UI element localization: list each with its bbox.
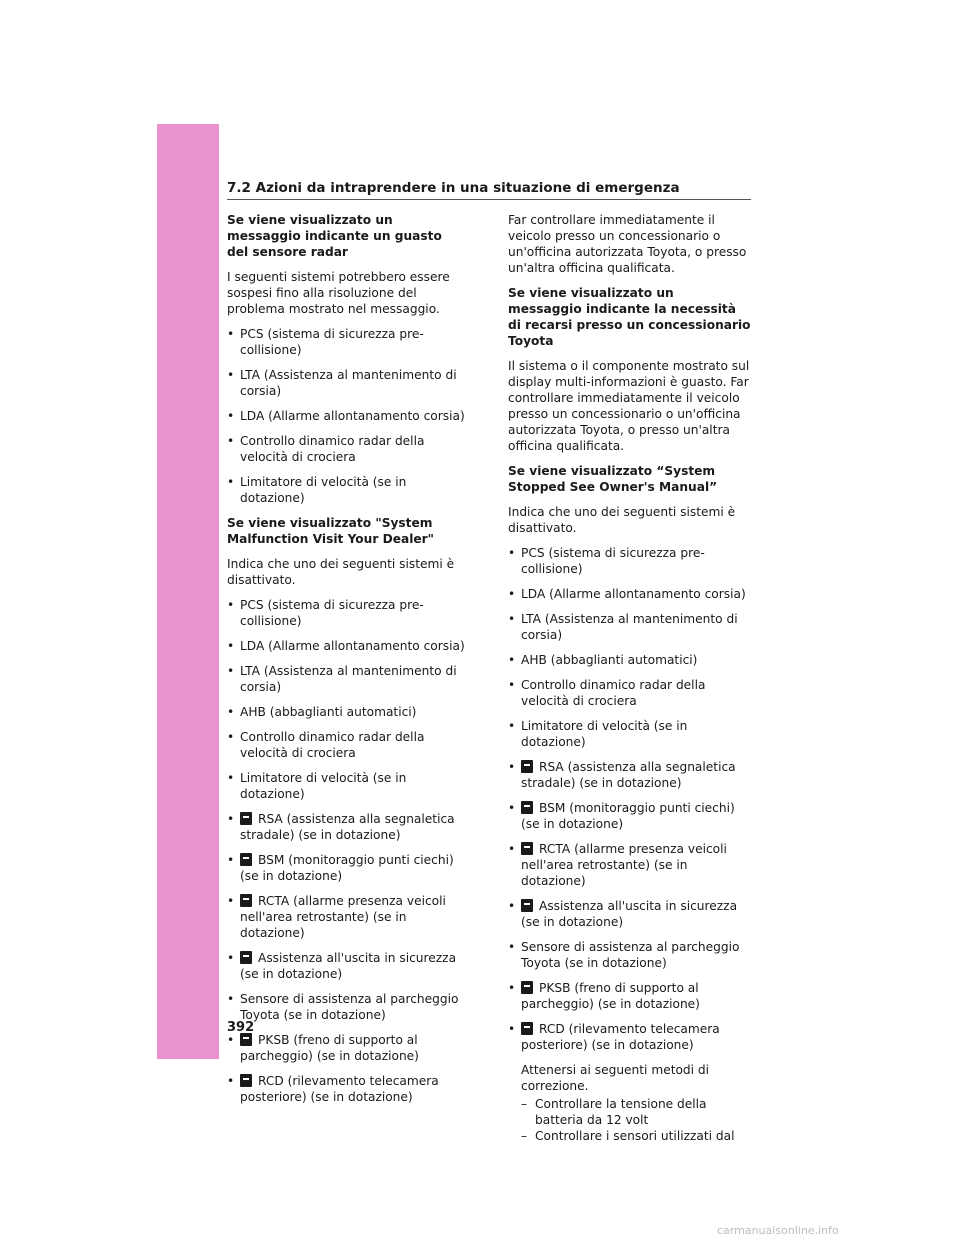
list-item: • BSM (monitoraggio punti ciechi) (se in dotazione) [508,801,735,831]
list-item: • Assistenza all'uscita in sicurezza (se in dotazione) [508,899,738,929]
list-item: • LTA (Assistenza al mantenimento di corsia) [227,664,457,694]
list-item: • RCD (rilevamento telecamera posteriore) (se in dotazione) [227,1074,439,1104]
system-indicator-icon [521,842,533,855]
list-item: • AHB (abbaglianti automatici) [227,705,417,719]
list-item: • PCS (sistema di sicurezza pre-collisione) [227,598,424,628]
list-item: • RCD (rilevamento telecamera posteriore) (se in dotazione) [508,1022,720,1052]
list-item: • Assistenza all'uscita in sicurezza (se in dotazione) [227,951,457,981]
system-indicator-icon [240,1074,252,1087]
list-item: • Limitatore di velocità (se in dotazione) [227,475,407,505]
right-column [508,212,751,1144]
list-item: • RCTA (allarme presenza veicoli nell'area retrostante) (se in dotazione) [508,842,727,888]
list-item: • LTA (Assistenza al mantenimento di corsia) [508,612,738,642]
dash-item: – Controllare i sensori utilizzati dal [521,1129,735,1143]
paragraph: Far controllare immediatamente il veicolo presso un concessionario o un'officina autorizzata Toyota, o presso un'altra officina qualificata. [508,213,747,275]
bullet-list [227,326,467,506]
list-item: • Sensore di assistenza al parcheggio Toyota (se in dotazione) [227,992,459,1022]
list-item: • Controllo dinamico radar della velocità di crociera [227,730,425,760]
system-indicator-icon [521,801,533,814]
system-indicator-icon [240,951,252,964]
list-item: • Controllo dinamico radar della velocità di crociera [508,678,706,708]
list-item: • PCS (sistema di sicurezza pre-collisione) [227,327,424,357]
correction-intro: Attenersi ai seguenti metodi di correzione. [521,1063,710,1093]
paragraph: I seguenti sistemi potrebbero essere sospesi fino alla risoluzione del problema mostrato nel messaggio. [227,270,450,316]
paragraph: Il sistema o il componente mostrato sul display multi-informazioni è guasto. Far controllare immediatamente il veicolo presso un concessionario o un'officina autorizzata Toyota, o presso un'altra officina qualificata. [508,359,750,453]
list-item: • BSM (monitoraggio punti ciechi) (se in dotazione) [227,853,454,883]
list-item: • Limitatore di velocità (se in dotazione) [227,771,407,801]
bullet-list-icons [508,759,751,930]
list-item: • PKSB (freno di supporto al parcheggio) (se in dotazione) [227,1033,419,1063]
heading-radar-fault: Se viene visualizzato un messaggio indicante un guasto del sensore radar [227,213,442,259]
system-indicator-icon [240,894,252,907]
bullet-list-icons [508,980,751,1053]
list-item: • LDA (Allarme allontanamento corsia) [227,639,465,653]
list-item: • Limitatore di velocità (se in dotazione) [508,719,688,749]
list-item: • Sensore di assistenza al parcheggio Toyota (se in dotazione) [508,940,740,970]
system-indicator-icon [240,812,252,825]
bullet-list-icons [227,1032,467,1105]
list-item: • RSA (assistenza alla segnaletica stradale) (se in dotazione) [227,812,455,842]
system-indicator-icon [521,899,533,912]
list-item: • LDA (Allarme allontanamento corsia) [227,409,465,423]
watermark: carmanualsonline.info [717,1224,839,1237]
section-color-bar [157,124,219,1059]
heading-visit-dealer: Se viene visualizzato un messaggio indicante la necessità di recarsi presso un concessionario Toyota [508,286,751,348]
page-number: 392 [227,1020,255,1035]
left-column [227,212,467,1114]
list-item: • RCTA (allarme presenza veicoli nell'area retrostante) (se in dotazione) [227,894,446,940]
paragraph: Indica che uno dei seguenti sistemi è disattivato. [227,557,455,587]
system-indicator-icon [521,981,533,994]
bullet-list [227,597,467,802]
list-item: • PKSB (freno di supporto al parcheggio) (se in dotazione) [508,981,700,1011]
heading-system-stopped: Se viene visualizzato “System Stopped See Owner's Manual” [508,464,718,494]
system-indicator-icon [240,853,252,866]
list-item: • LDA (Allarme allontanamento corsia) [508,587,746,601]
paragraph: Indica che uno dei seguenti sistemi è disattivato. [508,505,736,535]
list-item: • RSA (assistenza alla segnaletica stradale) (se in dotazione) [508,760,736,790]
system-indicator-icon [521,1022,533,1035]
list-item: • Controllo dinamico radar della velocità di crociera [227,434,425,464]
dash-item: – Controllare la tensione della batteria da 12 volt [521,1097,707,1127]
list-item: • PCS (sistema di sicurezza pre-collisione) [508,546,705,576]
dash-list [508,1096,751,1144]
list-item: • LTA (Assistenza al mantenimento di corsia) [227,368,457,398]
section-header: 7.2 Azioni da intraprendere in una situazione di emergenza [227,179,751,200]
bullet-list-icons [227,811,467,982]
list-item: • AHB (abbaglianti automatici) [508,653,698,667]
system-indicator-icon [521,760,533,773]
heading-system-malfunction: Se viene visualizzato "System Malfunction Visit Your Dealer" [227,516,435,546]
bullet-list [508,545,751,750]
